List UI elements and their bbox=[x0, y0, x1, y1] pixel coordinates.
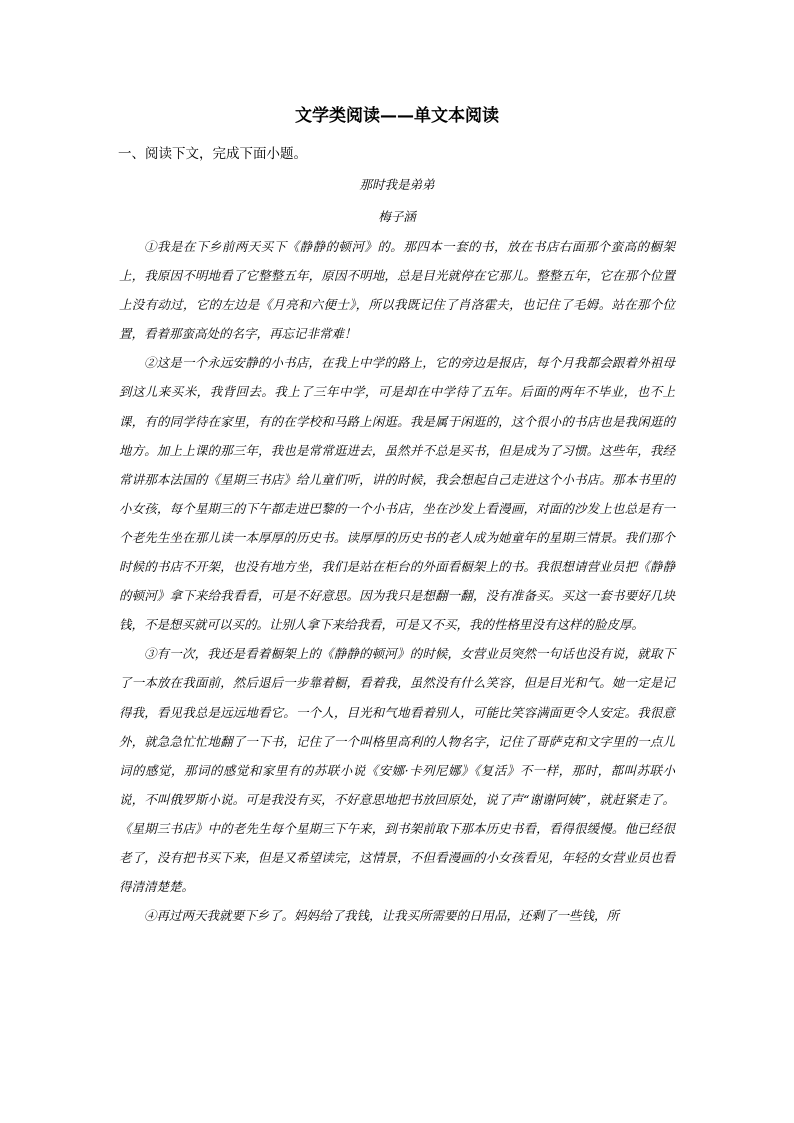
essay-body bbox=[119, 232, 675, 930]
question-instruction: 一、阅读下文，完成下面小题。 bbox=[118, 146, 307, 162]
paragraph-3: ③有一次，我还是看着橱架上的《静静的顿河》的时候，女营业员突然一句话也没有说，就取下了一本放在我面前，然后退后一步靠着橱，看着我，虽然没有什么笑容，但是目光和气。她一定是记得我，看见我总是远远地看它。一个人，目光和气地看着别人，可能比笑容满面更令人安定。我很意外，就急急忙忙地翻了一下书，记住了一个叫格里高利的人物名字，记住了哥萨克和文字里的一点儿词的感觉，那词的感觉和家里有的苏联小说《安娜·卡列尼娜》《复活》不一样，那时，都叫苏联小说，不叫俄罗斯小说。可是我没有买，不好意思地把书放回原处，说了声“谢谢阿姨”，就赶紧走了。《星期三书店》中的老先生每个星期三下午来，到书架前取下那本历史书看，看得很缓慢。他已经很老了，没有把书买下来，但是又希望读完，这情景，不但看漫画的小女孩看见，年轻的女营业员也看得清清楚楚。 bbox=[119, 646, 675, 895]
essay-title: 那时我是弟弟 bbox=[359, 177, 435, 192]
page-title: 文学类阅读——单文本阅读 bbox=[295, 106, 499, 126]
paragraph-1: ①我是在下乡前两天买下《静静的顿河》的。那四本一套的书，放在书店右面那个蛮高的橱架上，我原因不明地看了它整整五年，原因不明地，总是目光就停在它那儿。整整五年，它在那个位置上没有动过，它的左边是《月亮和六便士》，所以我既记住了肖洛霍夫，也记住了毛姆。站在那个位置，看着那蛮高处的名字，再忘记非常难！ bbox=[119, 239, 675, 342]
paragraph-4: ④再过两天我就要下乡了。妈妈给了我钱，让我买所需要的日用品，还剩了一些钱，所 bbox=[144, 908, 620, 924]
essay-author: 梅子涵 bbox=[378, 209, 416, 224]
paragraph-2: ②这是一个永远安静的小书店，在我上中学的路上，它的旁边是报店，每个月我都会跟着外祖母到这儿来买米，我背回去。我上了三年中学，可是却在中学待了五年。后面的两年不毕业，也不上课，有的同学待在家里，有的在学校和马路上闲逛。我是属于闲逛的，这个很小的书店也是我闲逛的地方。加上上课的那三年，我也是常常逛进去，虽然并不总是买书，但是成为了习惯。这些年，我经常讲那本法国的《星期三书店》给儿童们听，讲的时候，我会想起自己走进这个小书店。那本书里的小女孩，每个星期三的下午都走进巴黎的一个小书店，坐在沙发上看漫画，对面的沙发上也总是有一个老先生坐在那儿读一本厚厚的历史书。读厚厚的历史书的老人成为她童年的星期三情景。我们那个时候的书店不开架，也没有地方坐，我们是站在柜台的外面看橱架上的书。我很想请营业员把《静静的顿河》拿下来给我看看，可是不好意思。因为我只是想翻一翻，没有准备买。买这一套书要好几块钱，不是想买就可以买的。让别人拿下来给我看，可是又不买，我的性格里没有这样的脸皮厚。 bbox=[119, 355, 675, 633]
